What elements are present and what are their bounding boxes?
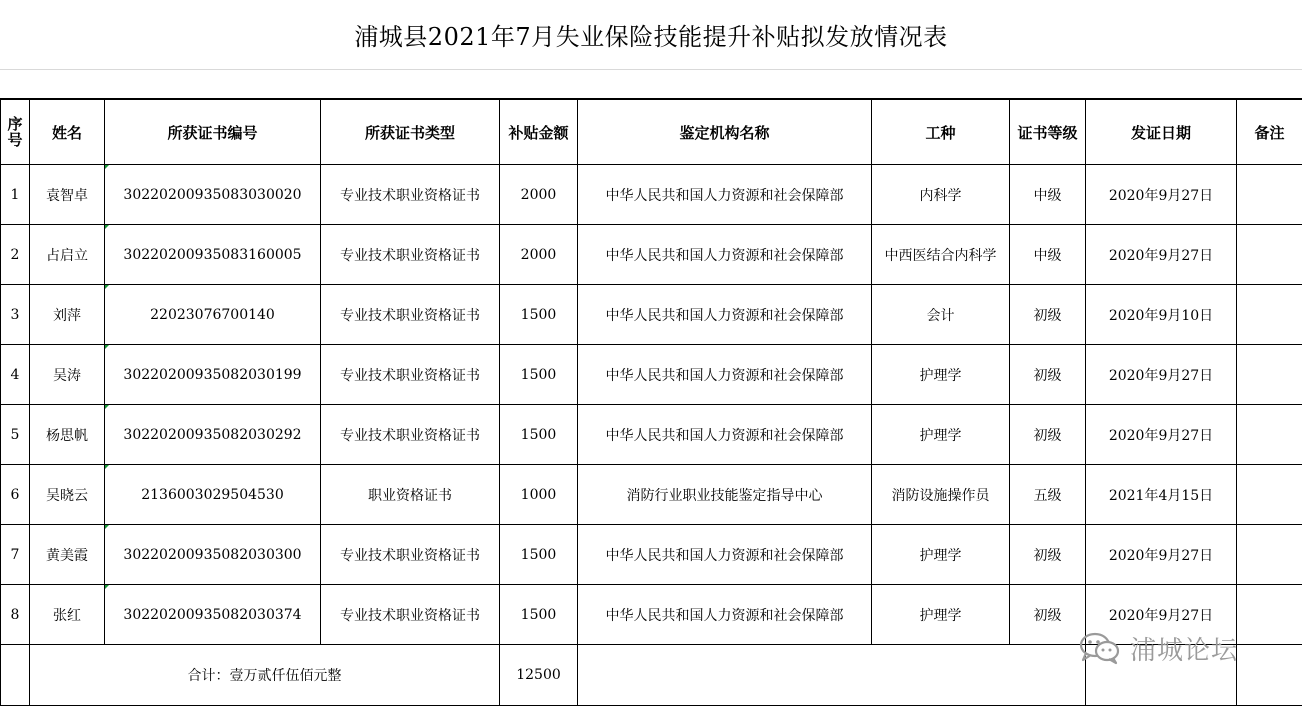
header-cert-no[interactable]: 所获证书编号: [105, 100, 321, 165]
cert-no-text: 30220200935082030199: [123, 367, 301, 383]
header-seq[interactable]: 序号: [1, 100, 30, 165]
header-level[interactable]: 证书等级: [1010, 100, 1086, 165]
blank-row: [0, 70, 1302, 99]
cell-level[interactable]: 中级: [1010, 165, 1086, 225]
cell-seq[interactable]: 1: [1, 165, 30, 225]
cell-amount[interactable]: 1500: [500, 285, 578, 345]
total-amount[interactable]: 12500: [500, 645, 578, 706]
cell-remark[interactable]: [1237, 465, 1302, 525]
cert-no-text: 30220200935083030020: [123, 187, 301, 203]
cell-level[interactable]: 中级: [1010, 225, 1086, 285]
cell-org[interactable]: 中华人民共和国人力资源和社会保障部: [578, 285, 872, 345]
cell-job[interactable]: 护理学: [872, 585, 1010, 645]
table-row: [1, 465, 1302, 525]
cell-name[interactable]: 刘萍: [30, 285, 105, 345]
cell-marker-icon: [105, 465, 109, 469]
cell-job[interactable]: 消防设施操作员: [872, 465, 1010, 525]
cert-no-text: 30220200935083160005: [123, 247, 301, 263]
cell-marker-icon: [105, 585, 109, 589]
cell-name[interactable]: 吴晓云: [30, 465, 105, 525]
watermark: [1078, 628, 1268, 668]
table-row: [1, 165, 1302, 225]
table-row: [1, 285, 1302, 345]
cell-date[interactable]: 2020年9月10日: [1086, 285, 1237, 345]
table-row: [1, 405, 1302, 465]
header-cert-type[interactable]: 所获证书类型: [321, 100, 500, 165]
cell-date[interactable]: 2020年9月27日: [1086, 165, 1237, 225]
cell-org[interactable]: 中华人民共和国人力资源和社会保障部: [578, 525, 872, 585]
cert-no-text: 2136003029504530: [141, 487, 284, 503]
table-row: [1, 345, 1302, 405]
cell-job[interactable]: 中西医结合内科学: [872, 225, 1010, 285]
cell-remark[interactable]: [1237, 525, 1302, 585]
cell-cert-type[interactable]: 专业技术职业资格证书: [321, 285, 500, 345]
cell-amount[interactable]: 1500: [500, 405, 578, 465]
cell-cert-type[interactable]: 职业资格证书: [321, 465, 500, 525]
cell-cert-no[interactable]: [105, 345, 321, 405]
cell-org[interactable]: 消防行业职业技能鉴定指导中心: [578, 465, 872, 525]
cell-seq[interactable]: 3: [1, 285, 30, 345]
cell-remark[interactable]: [1237, 165, 1302, 225]
cell-date[interactable]: 2021年4月15日: [1086, 465, 1237, 525]
total-seq-cell[interactable]: [1, 645, 30, 706]
watermark-text: 浦城论坛: [1130, 630, 1238, 667]
cell-seq[interactable]: 2: [1, 225, 30, 285]
cell-date[interactable]: 2020年9月27日: [1086, 225, 1237, 285]
cell-date[interactable]: 2020年9月27日: [1086, 585, 1237, 645]
cell-date[interactable]: 2020年9月27日: [1086, 345, 1237, 405]
cell-org[interactable]: 中华人民共和国人力资源和社会保障部: [578, 345, 872, 405]
header-amount[interactable]: 补贴金额: [500, 100, 578, 165]
cell-amount[interactable]: 1500: [500, 525, 578, 585]
cell-remark[interactable]: [1237, 285, 1302, 345]
cell-cert-no[interactable]: [105, 465, 321, 525]
title-row: [0, 0, 1302, 70]
cert-no-text: 30220200935082030292: [123, 427, 301, 443]
table-row: [1, 225, 1302, 285]
header-row: [1, 100, 1302, 165]
cell-job[interactable]: 护理学: [872, 345, 1010, 405]
cell-cert-type[interactable]: 专业技术职业资格证书: [321, 345, 500, 405]
cell-amount[interactable]: 1500: [500, 345, 578, 405]
header-org[interactable]: 鉴定机构名称: [578, 100, 872, 165]
cell-amount[interactable]: 2000: [500, 225, 578, 285]
cell-cert-type[interactable]: 专业技术职业资格证书: [321, 585, 500, 645]
cell-level[interactable]: 初级: [1010, 345, 1086, 405]
cell-job[interactable]: 会计: [872, 285, 1010, 345]
table-row: [1, 525, 1302, 585]
cell-org[interactable]: 中华人民共和国人力资源和社会保障部: [578, 165, 872, 225]
cell-name[interactable]: 占启立: [30, 225, 105, 285]
cell-seq[interactable]: 6: [1, 465, 30, 525]
cell-marker-icon: [105, 525, 109, 529]
cell-name[interactable]: 张红: [30, 585, 105, 645]
cell-cert-type[interactable]: 专业技术职业资格证书: [321, 525, 500, 585]
cert-no-text: 22023076700140: [150, 307, 275, 323]
cell-cert-no[interactable]: [105, 525, 321, 585]
cell-remark[interactable]: [1237, 345, 1302, 405]
cell-cert-type[interactable]: 专业技术职业资格证书: [321, 165, 500, 225]
cell-name[interactable]: 黄美霞: [30, 525, 105, 585]
cell-cert-no[interactable]: [105, 165, 321, 225]
total-empty-cell[interactable]: [578, 645, 1086, 706]
cell-name[interactable]: 吴涛: [30, 345, 105, 405]
cell-seq[interactable]: 5: [1, 405, 30, 465]
header-job[interactable]: 工种: [872, 100, 1010, 165]
cert-no-text: 30220200935082030300: [123, 547, 301, 563]
cell-name[interactable]: 杨思帆: [30, 405, 105, 465]
header-date[interactable]: 发证日期: [1086, 100, 1237, 165]
cell-date[interactable]: 2020年9月27日: [1086, 405, 1237, 465]
cell-job[interactable]: 内科学: [872, 165, 1010, 225]
cell-marker-icon: [105, 225, 109, 229]
cell-cert-type[interactable]: 专业技术职业资格证书: [321, 405, 500, 465]
sheet-title: 浦城县2021年7月失业保险技能提升补贴拟发放情况表: [354, 17, 947, 52]
cell-amount[interactable]: 2000: [500, 165, 578, 225]
cell-remark[interactable]: [1237, 225, 1302, 285]
cell-seq[interactable]: 4: [1, 345, 30, 405]
cell-job[interactable]: 护理学: [872, 525, 1010, 585]
cell-level[interactable]: 初级: [1010, 285, 1086, 345]
cell-amount[interactable]: 1500: [500, 585, 578, 645]
cell-remark[interactable]: [1237, 405, 1302, 465]
total-label[interactable]: 合计：壹万贰仟伍佰元整: [30, 645, 500, 706]
cell-marker-icon: [105, 165, 109, 169]
cell-level[interactable]: 初级: [1010, 585, 1086, 645]
cert-no-text: 30220200935082030374: [123, 607, 301, 623]
cell-org[interactable]: 中华人民共和国人力资源和社会保障部: [578, 405, 872, 465]
cell-seq[interactable]: 7: [1, 525, 30, 585]
cell-org[interactable]: 中华人民共和国人力资源和社会保障部: [578, 585, 872, 645]
cell-cert-no[interactable]: [105, 585, 321, 645]
cell-amount[interactable]: 1000: [500, 465, 578, 525]
cell-marker-icon: [105, 285, 109, 289]
cell-level[interactable]: 五级: [1010, 465, 1086, 525]
cell-marker-icon: [105, 345, 109, 349]
wechat-chat-bubble-icon: [1078, 630, 1122, 666]
cell-name[interactable]: 袁智卓: [30, 165, 105, 225]
cell-level[interactable]: 初级: [1010, 405, 1086, 465]
cell-cert-no[interactable]: [105, 405, 321, 465]
cell-seq[interactable]: 8: [1, 585, 30, 645]
cell-org[interactable]: 中华人民共和国人力资源和社会保障部: [578, 225, 872, 285]
header-remark[interactable]: 备注: [1237, 100, 1302, 165]
cell-job[interactable]: 护理学: [872, 405, 1010, 465]
subsidy-table: [0, 99, 1302, 706]
cell-date[interactable]: 2020年9月27日: [1086, 525, 1237, 585]
cell-marker-icon: [105, 405, 109, 409]
cell-cert-no[interactable]: [105, 225, 321, 285]
header-name[interactable]: 姓名: [30, 100, 105, 165]
cell-cert-no[interactable]: [105, 285, 321, 345]
cell-level[interactable]: 初级: [1010, 525, 1086, 585]
cell-cert-type[interactable]: 专业技术职业资格证书: [321, 225, 500, 285]
